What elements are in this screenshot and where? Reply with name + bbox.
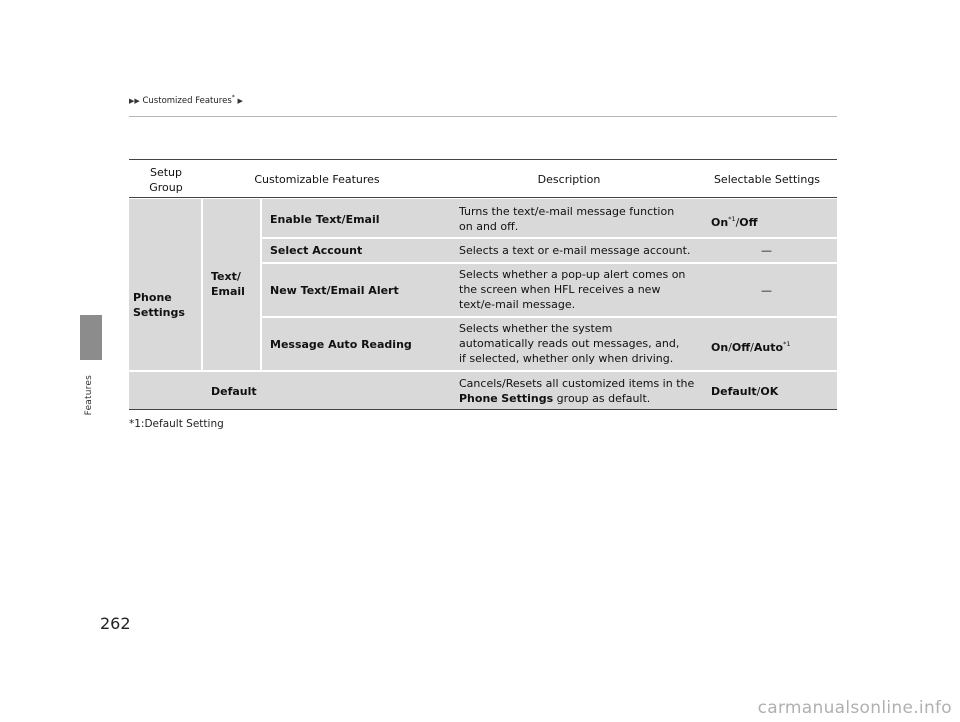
setting-note: *1 xyxy=(728,215,736,223)
breadcrumb-arrows-icon: ▶▶ xyxy=(129,96,140,105)
page-number: 262 xyxy=(100,614,131,633)
setting-sep: / xyxy=(728,341,732,354)
desc-text: group as default. xyxy=(553,392,651,405)
table-top-rule xyxy=(129,159,837,160)
settings-default xyxy=(711,384,778,399)
row-separator xyxy=(260,262,837,264)
watermark: carmanualsonline.info xyxy=(757,698,952,718)
desc-bold: Phone xyxy=(459,392,498,405)
setting-default: Default xyxy=(711,385,757,398)
settings-new-text-email-alert: — xyxy=(761,284,772,297)
row-separator xyxy=(260,237,837,239)
footnote: *1:Default Setting xyxy=(129,418,224,430)
settings-enable-text-email xyxy=(711,212,758,230)
breadcrumb-star: * xyxy=(231,94,235,101)
group-phone-settings: Phone Settings xyxy=(133,291,185,319)
table-bottom-rule xyxy=(129,409,837,410)
header-description: Description xyxy=(537,173,601,186)
settings-message-auto-reading xyxy=(711,337,790,355)
section-label: Features xyxy=(84,375,94,416)
header-customizable-features: Customizable Features xyxy=(254,173,380,186)
desc-text: Cancels/Resets all customized items in the xyxy=(459,377,695,390)
feature-select-account: Select Account xyxy=(270,244,363,257)
setting-note: *1 xyxy=(783,340,791,348)
row-separator xyxy=(129,370,837,372)
description-message-auto-reading: Selects whether the system automatically reads out messages, and, if selected, whether only when driving. xyxy=(459,322,680,365)
column-separator xyxy=(260,199,262,370)
header-selectable-settings: Selectable Settings xyxy=(713,173,821,186)
setting-off: Off xyxy=(739,216,758,229)
section-tab xyxy=(80,315,102,360)
breadcrumb-title[interactable]: Customized Features xyxy=(142,95,232,106)
header-setup-group: Setup Group xyxy=(149,166,183,194)
desc-bold: Settings xyxy=(501,392,554,405)
feature-enable-text-email: Enable Text/Email xyxy=(270,213,380,226)
setting-auto: Auto xyxy=(753,341,784,354)
settings-select-account: — xyxy=(761,244,772,257)
breadcrumb xyxy=(129,94,243,106)
setting-sep: / xyxy=(735,216,740,229)
feature-default: Default xyxy=(211,385,257,398)
breadcrumb-arrow-icon: ▶ xyxy=(237,96,243,105)
header-bottom-rule xyxy=(129,197,837,198)
feature-message-auto-reading: Message Auto Reading xyxy=(270,338,412,351)
column-separator xyxy=(201,199,203,370)
subgroup-text-email: Text/ Email xyxy=(211,270,245,298)
setting-sep: / xyxy=(756,385,761,398)
setting-sep: / xyxy=(750,341,754,354)
description-new-text-email-alert: Selects whether a pop-up alert comes on the screen when HFL receives a new text/e-mail message. xyxy=(459,268,686,311)
setting-off: Off xyxy=(731,341,751,354)
description-enable-text-email: Turns the text/e-mail message function on and off. xyxy=(459,205,675,233)
description-select-account: Selects a text or e-mail message account. xyxy=(459,244,691,257)
setting-on: On xyxy=(711,341,729,354)
header-rule xyxy=(129,116,837,117)
row-separator xyxy=(260,316,837,318)
feature-new-text-email-alert: New Text/Email Alert xyxy=(270,284,399,297)
description-default xyxy=(459,376,699,406)
setting-ok: OK xyxy=(760,385,779,398)
setting-on: On xyxy=(711,216,729,229)
